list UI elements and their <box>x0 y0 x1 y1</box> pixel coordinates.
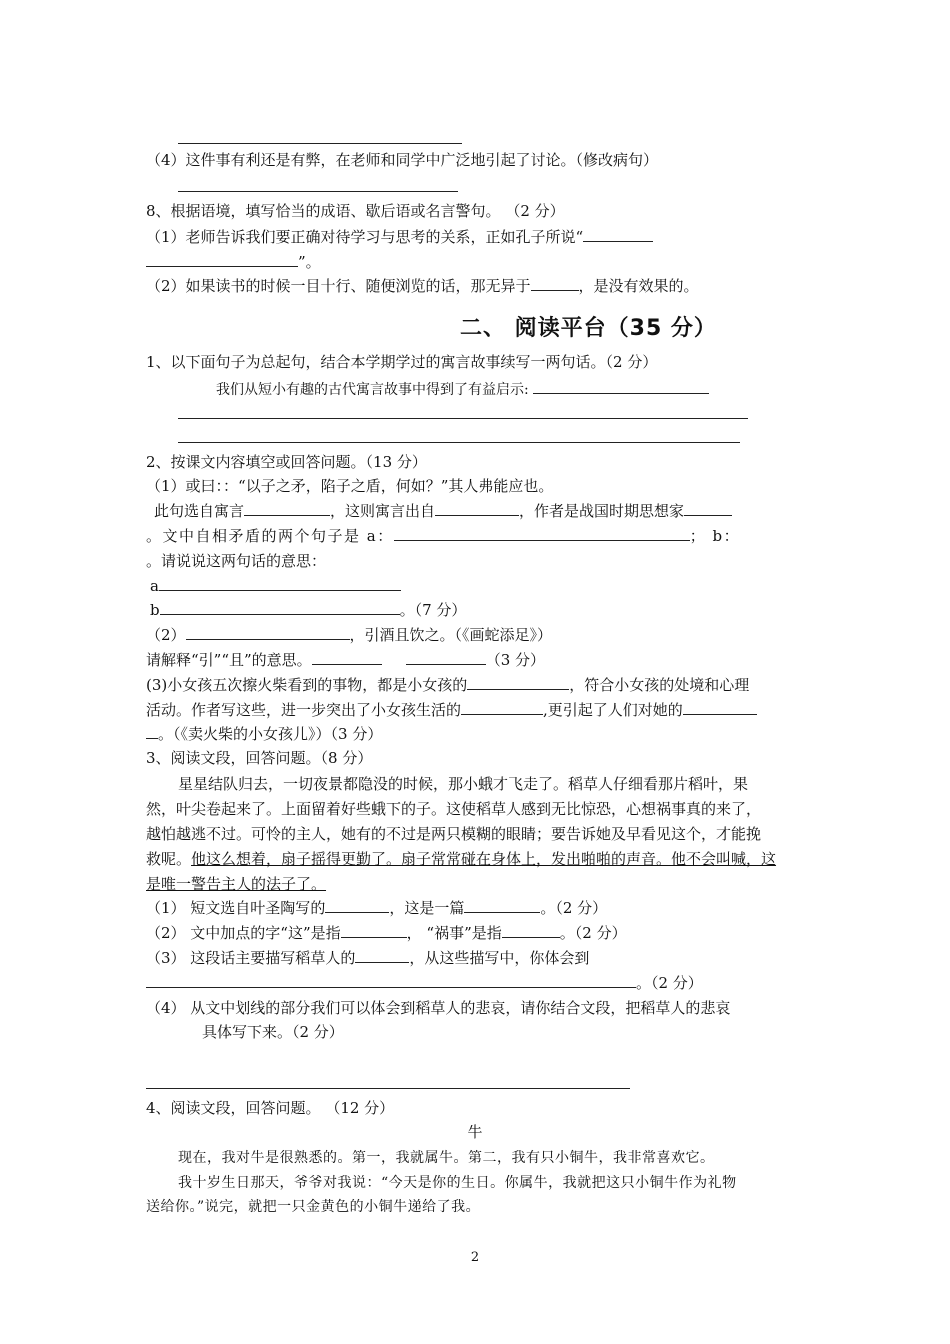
blank[interactable] <box>159 576 401 591</box>
blank[interactable] <box>394 526 690 541</box>
question-8-1: （1）老师告诉我们要正确对待学习与思考的关系，正如孔子所说“ <box>146 227 653 247</box>
reading-question-2-3: (3)小女孩五次擦火柴看到的事物，都是小女孩的 ，符合小女孩的处境和心理 <box>146 676 750 694</box>
blank[interactable] <box>406 650 486 665</box>
answer-line[interactable] <box>178 418 748 419</box>
question-3-4: （4） 从文中划线的部分我们可以体会到稻草人的悲哀，请你结合文段，把稻草人的悲哀 <box>146 999 731 1017</box>
story-line: 现在，我对牛是很熟悉的。第一，我就属牛。第二，我有只小铜牛，我非常喜欢它。 <box>178 1150 715 1166</box>
answer-line[interactable] <box>178 442 740 443</box>
blank[interactable] <box>461 700 543 715</box>
reading-question-2: 2、按课文内容填空或回答问题。（13 分） <box>146 453 427 471</box>
reading-question-1: 1、以下面句子为总起句，结合本学期学过的寓言故事续写一两句话。（2 分） <box>146 353 658 371</box>
blank[interactable] <box>146 724 158 739</box>
reading-question-2-1-meaning: 。请说说这两句话的意思： <box>146 552 327 570</box>
blank[interactable] <box>146 973 636 988</box>
passage-line: 星星结队归去，一切夜景都隐没的时候，那小蛾才飞走了。稻草人仔细看那片稻叶，果 <box>178 775 749 793</box>
blank[interactable] <box>160 600 400 615</box>
question-7-4: （4）这件事有利还是有弊，在老师和同学中广泛地引起了讨论。（修改病句） <box>146 151 659 169</box>
question-8-2: （2）如果读书的时候一目十行、随便浏览的话，那无异于 ，是没有效果的。 <box>146 277 699 295</box>
passage-line: 越怕越逃不过。可怜的主人，她有的不过是两只模糊的眼睛；要告诉她及早看见这个，才能挽 <box>146 825 762 843</box>
passage-line: 然，叶尖卷起来了。上面留着好些蛾下的子。这使稻草人感到无比惊恐，心想祸事真的来了， <box>146 800 762 818</box>
blank[interactable] <box>435 501 519 516</box>
blank[interactable] <box>186 625 350 640</box>
blank[interactable] <box>464 898 540 913</box>
reading-question-2-1-fill: 此句选自寓言 ，这则寓言出自 ，作者是战国时期思想家 <box>154 501 732 521</box>
question-3-3: （3） 这段话主要描写稻草人的 ，从这些描写中，你体会到 <box>146 949 590 967</box>
question-3-1: （1） 短文选自叶圣陶写的 ，这是一篇 。（2 分） <box>146 899 608 917</box>
reading-question-2-1: （1）或曰：：“以子之矛，陷子之盾，何如？”其人弗能应也。 <box>146 477 554 495</box>
answer-line[interactable] <box>178 143 462 144</box>
reading-question-1-prompt: 我们从短小有趣的古代寓言故事中得到了有益启示: <box>216 379 709 400</box>
story-line: 我十岁生日那天，爷爷对我说：“今天是你的生日。你属牛，我就把这只小铜牛作为礼物 <box>178 1175 737 1191</box>
reading-question-2-2-explain: 请解释“引”“且”的意思。 （3 分） <box>146 651 545 669</box>
answer-a: a <box>150 576 401 596</box>
blank[interactable] <box>325 898 389 913</box>
blank[interactable] <box>146 252 298 267</box>
blank[interactable] <box>533 379 709 394</box>
page-number: 2 <box>470 1250 480 1265</box>
answer-line[interactable] <box>146 1088 630 1089</box>
blank[interactable] <box>312 650 382 665</box>
question-8: 8、根据语境，填写恰当的成语、歇后语或名言警句。 （2 分） <box>146 202 565 220</box>
passage-line: 救呢。他这么想着，扇子摇得更勤了。扇子常常碰在身体上，发出啪啪的声音。他不会叫喊，这 <box>146 850 777 868</box>
reading-question-2-1-sentences: 。文中自相矛盾的两个句子是 a： ； b： <box>146 527 741 545</box>
answer-line[interactable] <box>178 191 458 192</box>
passage-line: 是唯一警告主人的法子了。 <box>146 875 327 893</box>
story-line: 送给你。”说完，就把一只金黄色的小铜牛递给了我。 <box>146 1199 481 1215</box>
blank[interactable] <box>531 276 579 291</box>
reading-question-2-3-end: 。（《卖火柴的小女孩儿》）（3 分） <box>146 724 382 744</box>
question-3-2: （2） 文中加点的字“这”是指 ， “祸事”是指 。（2 分） <box>146 924 627 942</box>
blank[interactable] <box>244 501 330 516</box>
blank[interactable] <box>583 227 653 242</box>
blank[interactable] <box>355 948 409 963</box>
reading-question-2-2: （2） ，引酒且饮之。（《画蛇添足》） <box>146 626 553 644</box>
blank[interactable] <box>341 923 407 938</box>
blank[interactable] <box>684 501 732 516</box>
blank[interactable] <box>467 675 569 690</box>
story-title: 牛 <box>467 1123 483 1141</box>
question-8-1-cont: ”。 <box>146 252 321 272</box>
blank[interactable] <box>502 923 560 938</box>
reading-question-3: 3、阅读文段，回答问题。（8 分） <box>146 749 373 767</box>
blank[interactable] <box>683 700 757 715</box>
question-3-4-cont: 具体写下来。（2 分） <box>202 1023 344 1041</box>
question-3-3-cont: 。（2 分） <box>146 973 703 993</box>
reading-question-2-3-cont: 活动。作者写这些，进一步突出了小女孩生活的 ,更引起了人们对她的 <box>146 700 757 720</box>
answer-b: b 。（7 分） <box>150 601 467 619</box>
section-title: 二、 阅读平台（35 分） <box>460 316 717 341</box>
reading-question-4: 4、阅读文段，回答问题。 （12 分） <box>146 1099 395 1117</box>
